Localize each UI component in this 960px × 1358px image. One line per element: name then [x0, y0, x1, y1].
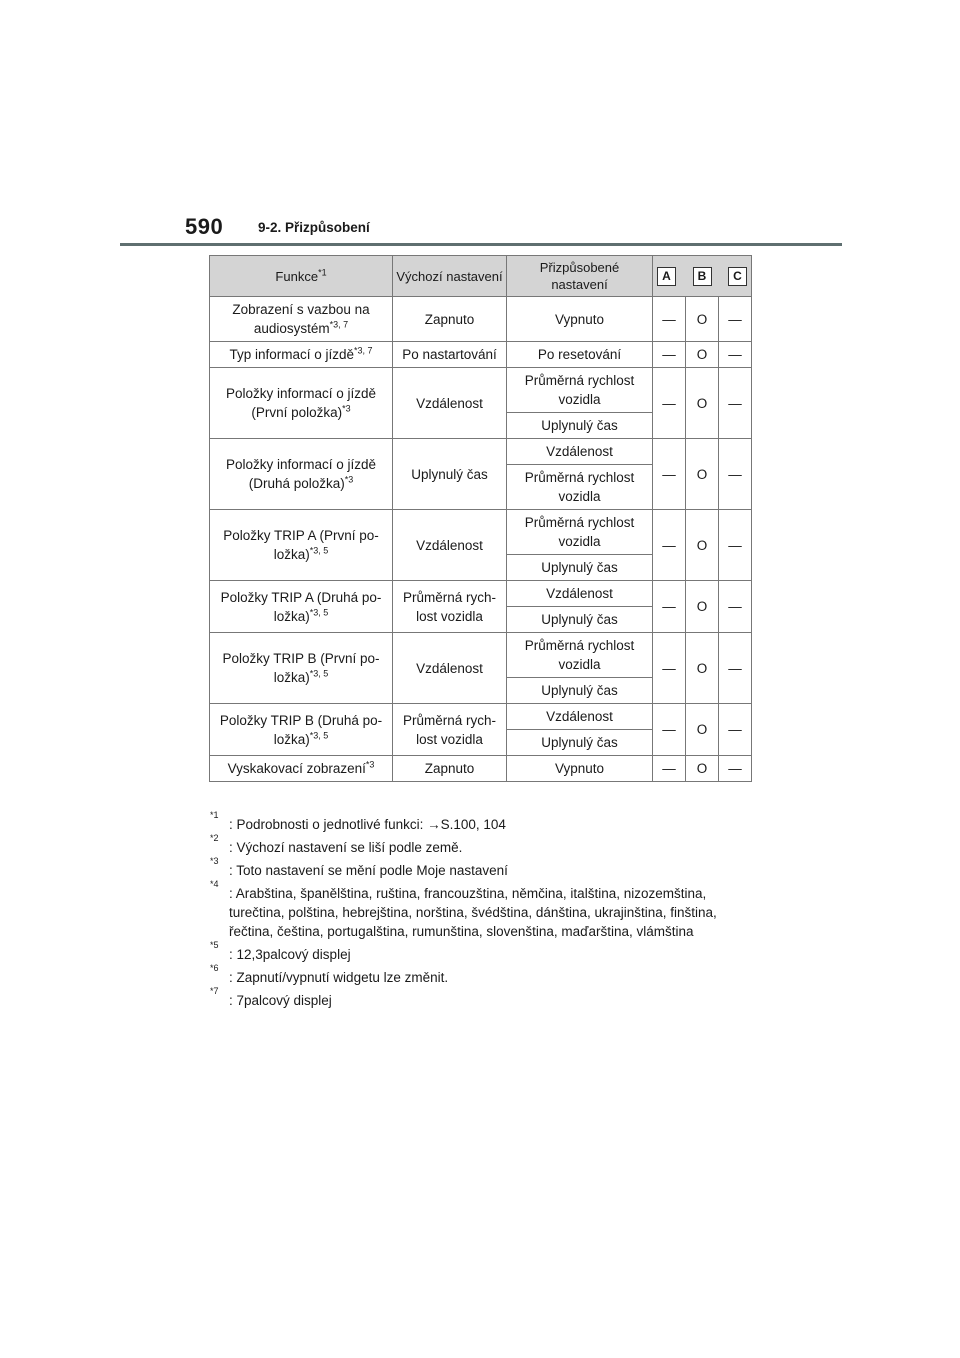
header-divider [120, 243, 842, 246]
table-row [210, 510, 752, 555]
footnote-text: : Podrobnosti o jednotlivé funkci: →S.100, 104 [229, 817, 506, 832]
footnote-text: : Toto nastavení se mění podle Moje nastavení [229, 863, 508, 878]
footnote-item: *1 : Podrobnosti o jednotlivé funkci: →S.100, 104 [210, 810, 506, 832]
table-row [210, 581, 752, 607]
default-cell: Průměrná rych-lost vozidla [393, 581, 507, 633]
col-b-cell: O [686, 633, 719, 704]
footnote-item: *7 : 7palcový displej [210, 986, 332, 1008]
col-c-cell: — [719, 704, 752, 756]
default-cell: Po nastartování [393, 342, 507, 368]
col-b-cell: O [686, 756, 719, 782]
function-cell: Položky informací o jízdě (Druhá položka)$^{*3}$ [210, 439, 393, 510]
custom-cell: Uplynulý čas [507, 607, 653, 633]
table-row [210, 439, 752, 465]
column-b-icon: B [693, 267, 712, 286]
custom-cell: Vzdálenost [507, 581, 653, 607]
col-a-cell: — [653, 439, 686, 510]
header-abc [653, 256, 752, 297]
footnote-item: *4 : Arabština, španělština, ruština, francouzština, němčina, italština, nizozemština, turečtina, polština, hebrejština, norština, švédština, dánština, ukrajinština, finština, řečtina, čeština, portugalština, rumunština, slovenština, maďarština, vlámština [210, 879, 717, 939]
custom-cell: Vypnuto [507, 297, 653, 342]
default-cell: Zapnuto [393, 756, 507, 782]
col-a-cell: — [653, 704, 686, 756]
table-row [210, 297, 752, 342]
table-header-row [210, 256, 752, 297]
custom-cell: Vzdálenost [507, 704, 653, 730]
table-body [210, 297, 752, 782]
footnote-text: : 7palcový displej [229, 993, 332, 1008]
function-cell: Vyskakovací zobrazení$^{*3}$ [210, 756, 393, 782]
settings-table [209, 255, 752, 782]
custom-cell: Po resetování [507, 342, 653, 368]
table-row [210, 368, 752, 413]
col-a-cell: — [653, 342, 686, 368]
footnote-item: *6 : Zapnutí/vypnutí widgetu lze změnit. [210, 963, 449, 985]
col-b-cell: O [686, 368, 719, 439]
function-cell: Typ informací o jízdě$^{*3, 7}$ [210, 342, 393, 368]
header-default: Výchozí nastavení [393, 256, 507, 297]
col-b-cell: O [686, 297, 719, 342]
footnote-item: *5 : 12,3palcový displej [210, 940, 351, 962]
col-c-cell: — [719, 297, 752, 342]
function-cell: Položky informací o jízdě (První položka)$^{*3}$ [210, 368, 393, 439]
header-function: Funkce$^{*1}$ [210, 256, 393, 297]
column-a-icon: A [657, 267, 676, 286]
custom-cell: Uplynulý čas [507, 730, 653, 756]
custom-cell: Vypnuto [507, 756, 653, 782]
custom-cell: Průměrná rychlost vozidla [507, 510, 653, 555]
page-number: 590 [185, 214, 224, 239]
footnotes [210, 810, 760, 1014]
col-b-cell: O [686, 704, 719, 756]
default-cell: Vzdálenost [393, 633, 507, 704]
custom-cell: Průměrná rychlost vozidla [507, 465, 653, 510]
col-c-cell: — [719, 510, 752, 581]
custom-cell: Průměrná rychlost vozidla [507, 633, 653, 678]
function-cell: Položky TRIP B (Druhá po-ložka)$^{*3, 5}$ [210, 704, 393, 756]
footnote-item: *3 : Toto nastavení se mění podle Moje nastavení [210, 856, 508, 878]
col-c-cell: — [719, 633, 752, 704]
footnote-text: : Zapnutí/vypnutí widgetu lze změnit. [229, 970, 449, 985]
col-b-cell: O [686, 581, 719, 633]
function-cell: Položky TRIP A (První po-ložka)$^{*3, 5}$ [210, 510, 393, 581]
footnote-item: *2 : Výchozí nastavení se liší podle země. [210, 833, 463, 855]
function-cell: Položky TRIP B (První po-ložka)$^{*3, 5}$ [210, 633, 393, 704]
function-cell: Zobrazení s vazbou na audiosystém$^{*3, 7}$ [210, 297, 393, 342]
function-cell: Položky TRIP A (Druhá po-ložka)$^{*3, 5}$ [210, 581, 393, 633]
table-row [210, 704, 752, 730]
custom-cell: Vzdálenost [507, 439, 653, 465]
col-a-cell: — [653, 756, 686, 782]
default-cell: Vzdálenost [393, 368, 507, 439]
col-c-cell: — [719, 439, 752, 510]
table-row [210, 756, 752, 782]
default-cell: Uplynulý čas [393, 439, 507, 510]
col-a-cell: — [653, 510, 686, 581]
column-c-icon: C [728, 267, 747, 286]
default-cell: Vzdálenost [393, 510, 507, 581]
header-custom: Přizpůsobené nastavení [507, 256, 653, 297]
footnote-text: : 12,3palcový displej [229, 947, 351, 962]
col-a-cell: — [653, 297, 686, 342]
default-cell: Zapnuto [393, 297, 507, 342]
custom-cell: Uplynulý čas [507, 678, 653, 704]
col-c-cell: — [719, 342, 752, 368]
col-b-cell: O [686, 439, 719, 510]
footnote-text: : Výchozí nastavení se liší podle země. [229, 840, 463, 855]
col-b-cell: O [686, 342, 719, 368]
custom-cell: Uplynulý čas [507, 555, 653, 581]
default-cell: Průměrná rych-lost vozidla [393, 704, 507, 756]
footnote-text: : Arabština, španělština, ruština, francouzština, němčina, italština, nizozemština, turečtina, polština, hebrejština, norština, švédština, dánština, ukrajinština, finština, řečtina, čeština, portugalština, rumunština, slovenština, maďarština, vlámština [229, 886, 717, 939]
col-a-cell: — [653, 633, 686, 704]
col-c-cell: — [719, 756, 752, 782]
section-title: 9-2. Přizpůsobení [258, 220, 370, 235]
custom-cell: Průměrná rychlost vozidla [507, 368, 653, 413]
col-c-cell: — [719, 581, 752, 633]
col-b-cell: O [686, 510, 719, 581]
custom-cell: Uplynulý čas [507, 413, 653, 439]
col-a-cell: — [653, 581, 686, 633]
table-row [210, 633, 752, 678]
table-row [210, 342, 752, 368]
col-a-cell: — [653, 368, 686, 439]
col-c-cell: — [719, 368, 752, 439]
